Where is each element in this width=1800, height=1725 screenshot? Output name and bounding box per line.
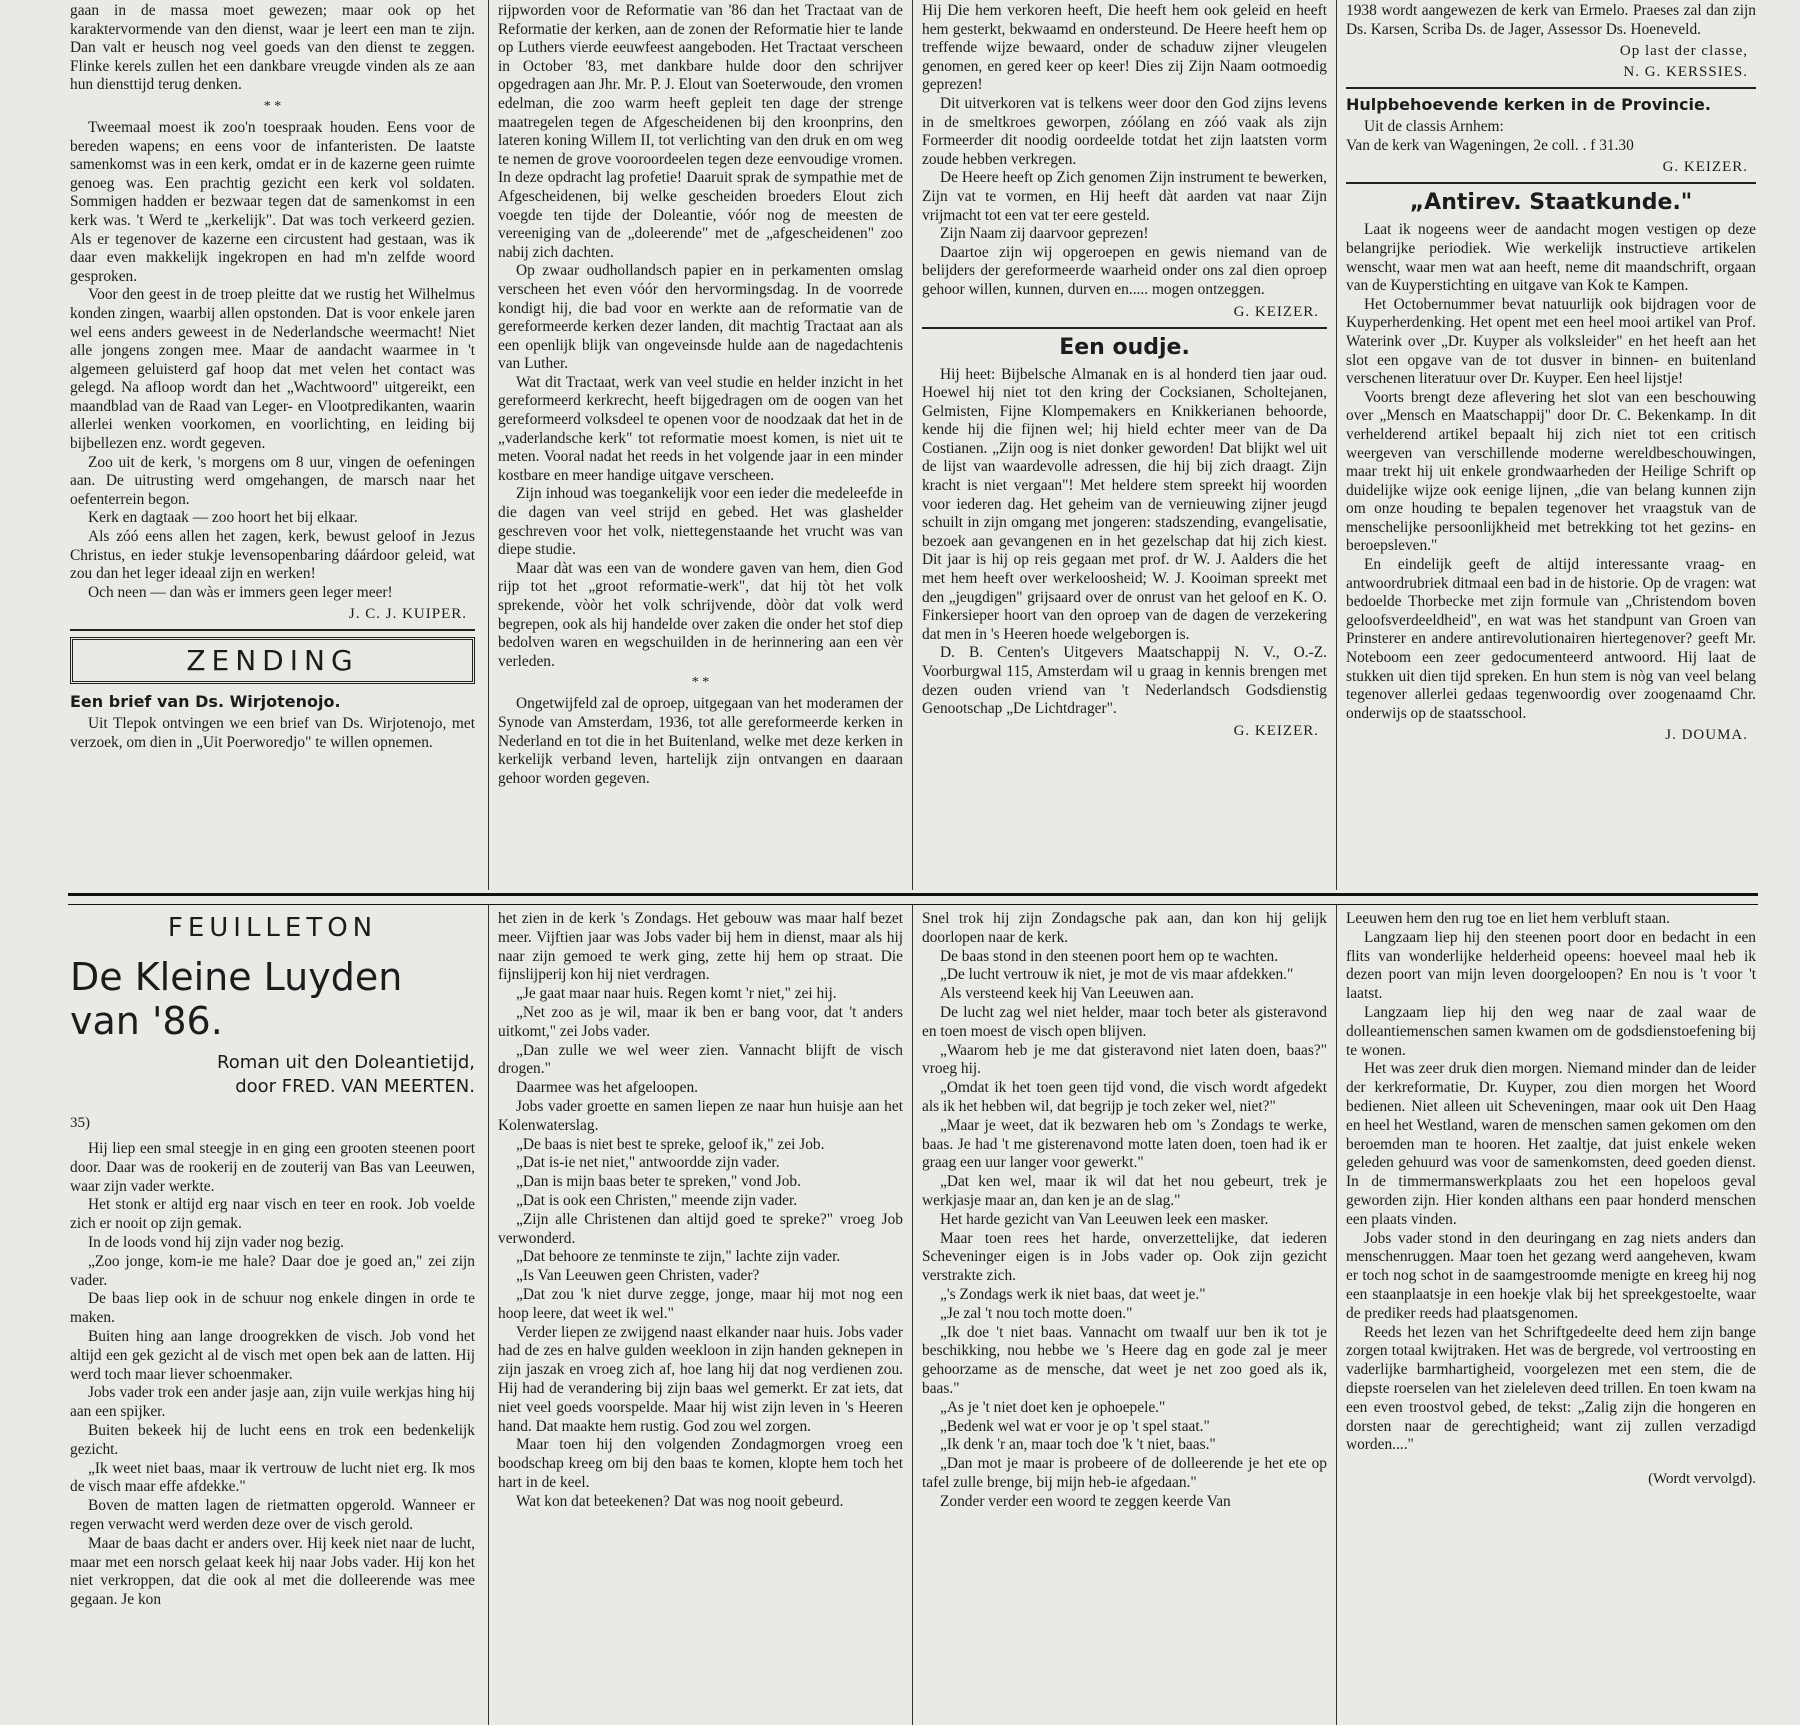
story-paragraph: „Bedenk wel wat er voor je op 't spel staat." xyxy=(940,1417,1210,1435)
story-paragraph: Hij liep een smal steegje in en ging een grooten steenen poort door. Daar was de rookerij en de zouterij van Bas van Leeuwen, waar zijn vader werkte. xyxy=(70,1140,475,1195)
story-paragraph: De baas stond in den steenen poort hem op te wachten. xyxy=(940,947,1279,965)
to-be-continued: (Wordt vervolgd). xyxy=(1648,1471,1756,1488)
story-paragraph: Snel trok hij zijn Zondagsche pak aan, dan kon hij gelijk doorlopen naar de kerk. xyxy=(922,910,1327,946)
story-paragraph: „Dan is mijn baas beter te spreken," vond Job. xyxy=(516,1173,801,1191)
author-signature: J. DOUMA. xyxy=(1665,727,1748,744)
article-paragraph: Dit uitverkoren vat is telkens weer door den God zijns levens in de smeltkroes geworpen, zóólang en zóó vaak als zijn Formeerder dit noodig oordeelde totdat het zijn laatsten vorm zoude hebben verkregen. xyxy=(922,94,1327,168)
story-paragraph: Maar toen rees het harde, onverzettelijke, dat iederen Scheveninger eigen is in Jobs vader op. Ook zijn gezicht verstrakte zich. xyxy=(922,1229,1327,1285)
story-paragraph: „Je gaat maar naar huis. Regen komt 'r niet," zei hij. xyxy=(516,985,837,1003)
story-paragraph: Leeuwen hem den rug toe en liet hem verbluft staan. xyxy=(1346,910,1670,927)
story-paragraph: „Ik weet niet baas, maar ik vertrouw de lucht niet erg. Ik mos de visch maar effe afdekke." xyxy=(70,1459,475,1496)
top-column-2 xyxy=(498,2,903,887)
story-paragraph: „Dat is ook een Christen," meende zijn vader. xyxy=(516,1191,798,1209)
section-divider xyxy=(1346,87,1756,89)
story-paragraph: „Je zal 't nou toch motte doen." xyxy=(940,1304,1133,1322)
article-paragraph: Op zwaar oudhollandsch papier en in perkamenten omslag verscheen het even vóór den hervormingsdag. In de voorrede kondigt hij, die bad voor en werkte aan de reformatie van de gereformeerde kerken dezer landen, dit machtig Tractaat aan als een openlijk blijk van ongeveinsde hulde aan de nagedachtenis van Luther. xyxy=(498,262,903,373)
article-paragraph: Het Octobernummer bevat natuurlijk ook bijdragen voor de Kuyperherdenking. Het opent met een heel mooi artikel van Prof. Waterink over „Dr. Kuyper als volksleider" en het heeft aan het slot een opgave van de tot dusver in binnen- en buitenland verschenen literatuur over Dr. Kuyper. Een heel lijstje! xyxy=(1346,295,1756,388)
section-stars: * * xyxy=(263,98,282,114)
story-paragraph: Jobs vader groette en samen liepen ze naar hun huisje aan het Kolenwaterslag. xyxy=(498,1097,903,1134)
article-paragraph: Zijn inhoud was toegankelijk voor een ieder die medeleefde in die dagen van veel strijd en gebed. Het was glashelder geschreven voor het volk, niettegenstaande het vrucht was van diepe studie. xyxy=(498,485,903,559)
brief-title: Een brief van Ds. Wirjotenojo. xyxy=(70,692,341,712)
author-signature: G. KEIZER. xyxy=(1233,303,1319,320)
story-paragraph: Langzaam liep hij den steenen poort door en bedacht in een flits van wonderlijke helderheid opeens: hoeveel maal heb ik dezen poort van mijn leven doorgeloopen? En nou is 't voor 't laatst. xyxy=(1346,928,1756,1003)
story-paragraph: Buiten hing aan lange droogrekken de visch. Job vond het altijd een gek gezicht al de visch met open bek aan de latten. Hij werd toch maar liever schoenmaker. xyxy=(70,1327,475,1383)
story-paragraph: Buiten bekeek hij de lucht eens en trok een bedenkelijk gezicht. xyxy=(70,1421,475,1458)
story-paragraph: Maar toen hij den volgenden Zondagmorgen vroeg een boodschap kreeg om bij den baas te komen, klopte hem toch het hart in de keel. xyxy=(498,1436,903,1491)
top-column-3 xyxy=(922,2,1327,887)
story-paragraph: „Zijn alle Christenen dan altijd goed te spreke?" vroeg Job verwonderd. xyxy=(498,1210,903,1247)
column-rule xyxy=(912,0,913,890)
article-paragraph: Voor den geest in de troep pleitte dat we rustig het Wilhelmus konden zingen, waarbij allen opstonden. Dat is voor enkele jaren wel eens anders geweest in de Nederlandsche weermacht! Niet alle jongens zongen mee. Maar de aandacht waarmee in 't algemeen geluisterd gaf hoop dat met velen het contact was gelegd. Na afloop wordt dan het „Wachtwoord" uitgereikt, een maandblad van de Raad van Leger- en Vlootpredikanten, waarin allerlei wenken voorkomen, en voorlichting, en leiding bij bijbellezen enz. wordt gegeven. xyxy=(70,286,475,453)
installment-number: 35) xyxy=(70,1115,90,1131)
story-paragraph: „Ik denk 'r an, maar toch doe 'k 't niet, baas." xyxy=(940,1436,1216,1454)
story-paragraph: „As je 't niet doet ken je ophoepele." xyxy=(940,1398,1166,1416)
story-paragraph: Jobs vader trok een ander jasje aan, zijn vuile werkjas hing hij aan een spijker. xyxy=(70,1384,475,1421)
article-paragraph: Hij Die hem verkoren heeft, Die heeft hem ook geleid en heeft hem gesterkt, bekwaamd en ondersteund. De Heere heeft hem op treffende wijze bewaard, onder de schaduw zijner vleugelen genomen, en gered keer op keer! Dies zij Zijn Naam ootmoedig geprezen! xyxy=(922,2,1327,94)
article-paragraph: Laat ik nogeens weer de aandacht mogen vestigen op deze belangrijke periodiek. Wie werkelijk instructieve artikelen wenscht, waar men wat aan heeft, neme dit maandschrift, orgaan van de Kuyperstichting en uitgave van Kok te Kampen. xyxy=(1346,221,1756,295)
story-paragraph: Verder liepen ze zwijgend naast elkander naar huis. Jobs vader had de zes en halve gulden weekloon in zijn handen geknepen in zijn jaszak en vroeg zich af, hoe lang hij dat nog verdienen zou. Hij had de verandering bij zijn baas wel gemerkt. Er zat iets, dat niet veel goeds voorspelde. Maar hij wist zijn leven in 's Heeren hand. Dat maakte hem rustig. God zou wel zorgen. xyxy=(498,1323,903,1435)
article-paragraph: Och neen — dan wàs er immers geen leger meer! xyxy=(88,583,393,601)
story-paragraph: Het stonk er altijd erg naar visch en teer en rook. Job voelde zich er nooit op zijn gemak. xyxy=(70,1196,475,1233)
top-column-1 xyxy=(70,2,475,887)
article-paragraph: 1938 wordt aangewezen de kerk van Ermelo. Praeses zal dan zijn Ds. Karsen, Scriba Ds. de Jager, Assessor Ds. Hoeneveld. xyxy=(1346,2,1756,38)
oudje-heading: Een oudje. xyxy=(1059,334,1190,360)
section-divider xyxy=(70,629,475,631)
feuilleton-column-3 xyxy=(922,910,1327,1723)
column-rule xyxy=(488,905,489,1725)
article-paragraph: Wat dit Tractaat, werk van veel studie en helder inzicht in het gereformeerd kerkrecht, heeft bijgedragen om de oogen van het gereformeerd volksdeel te openen voor de noodzaak dat het in de „vaderlandsche kerk" tot reformatie moest komen, is niet uit te meten. Vooral nadat het reeds in het volgende jaar in een minder kostbare en meer handige uitgave verscheen. xyxy=(498,373,903,484)
author-signature: G. KEIZER. xyxy=(1662,159,1748,176)
story-paragraph: „Dan zulle we wel weer zien. Vannacht blijft de visch drogen." xyxy=(498,1041,903,1078)
column-rule xyxy=(488,0,489,890)
story-paragraph: De lucht zag wel niet helder, maar toch beter als gisteravond en toen moest de visch open blijven. xyxy=(922,1003,1327,1040)
story-paragraph: „Ik doe 't niet baas. Vannacht om twaalf uur ben ik tot je beschikking, nou hebbe we 's Heere dag en gode zal je meer gehoorzame as de mensche, dat weet je net zoo goed als ik, baas." xyxy=(922,1323,1327,1397)
article-paragraph: De Heere heeft op Zich genomen Zijn instrument te bewerken, Zijn vat te vormen, en Hij heeft dàt aarden vat naar Zijn vrijmacht tot een vat ter eere gesteld. xyxy=(922,169,1327,224)
story-paragraph: „Dat is-ie net niet," antwoordde zijn vader. xyxy=(516,1154,780,1172)
article-paragraph: Ongetwijfeld zal de oproep, uitgegaan van het moderamen der Synode van Amsterdam, 1936, tot alle gereformeerde kerken in Nederland en tot die in het Buitenland, welke met deze kerken in kerkelijk verband leven, hartelijk zijn ontvangen en daaraan gehoor worden gegeven. xyxy=(498,695,903,787)
story-paragraph: Reeds het lezen van het Schriftgedeelte deed hem zijn bange zorgen totaal kwijtraken. Het was de bergrede, vol vertroosting en vaderlijke barmhartigheid, voorgelezen met een stem, die de diepste roerselen van het zieleleven deed trillen. En toen kwam na een even troostvol gebed, de tekst: „Zalig zijn die hongeren en dorsten naar de gerechtigheid; want zij zullen verzadigd worden...." xyxy=(1346,1323,1756,1454)
feuilleton-column-4 xyxy=(1346,910,1756,1723)
classe-note: Op last der classe, xyxy=(1619,43,1748,60)
antirev-heading: „Antirev. Staatkunde." xyxy=(1409,190,1693,216)
article-paragraph: rijpworden voor de Reformatie van '86 dan het Tractaat van de Reformatie der kerken, aan de zonen der Reformatie hier te lande op Luthers vierde eeuwfeest aangeboden. Het Tractaat verscheen in October '83, met dankbare hulde door den schrijver opgedragen aan Jhr. Mr. P. J. Elout van Soeterwoude, den vromen edelman, die zoo warm heeft gepleit ten dage der strenge maatregelen tegen de Afgescheidenen bij den kroonprins, den lateren koning Willem II, tot verlichting van den druk en om weg te nemen de grove vooroordeelen tegen deze eenvoudige vromen. In deze opdracht lag profetie! Daaruit sprak de sympathie met de Afgescheidenen, bij welke gescheiden broeders Elout zich voegde ten tijde der Doleantie, vóór nog de meesten de vereeniging van de „doleerende" met de „afgescheidenen" zoo nabij zich dachten. xyxy=(498,2,903,261)
story-paragraph: Het was zeer druk dien morgen. Niemand minder dan de leider der kerkreformatie, Dr. Kuyper, zou dien morgen het Woord bedienen. Niet alleen uit Scheveningen, maar ook uit Den Haag en heel het Westland, waren de menschen samen gekomen om den beroemden man te hooren. Het zaaltje, dat juist enkele weken geleden gehuurd was voor de samenkomsten, deed goeden dienst. In de timmermanswerkplaats zou het een hopeloos geval geworden zijn. Hier konden althans een paar honderd menschen een plaats vinden. xyxy=(1346,1060,1756,1228)
feuilleton-author: door FRED. VAN MEERTEN. xyxy=(235,1076,475,1097)
story-paragraph: Zonder verder een woord te zeggen keerde Van xyxy=(940,1492,1231,1510)
story-paragraph: Het harde gezicht van Van Leeuwen leek een masker. xyxy=(940,1210,1269,1228)
story-paragraph: „'s Zondags werk ik niet baas, dat weet je." xyxy=(940,1285,1206,1303)
story-paragraph: „Dat ken wel, maar ik wil dat het nou gebeurt, trek je werkjasje maar an, dan ken je an de slag." xyxy=(922,1173,1327,1209)
story-paragraph: „Waarom heb je me dat gisteravond niet laten doen, baas?" vroeg hij. xyxy=(922,1041,1327,1078)
story-paragraph: „Dat zou 'k niet durve zegge, jonge, maar hij mot nog een hoop leere, dat weet ik wel." xyxy=(498,1285,903,1322)
article-paragraph: Daartoe zijn wij opgeroepen en gewis niemand van de belijders der gereformeerde waarheid onder ons zal dien oproep gehoor willen, kunnen, durven en..... mogen ontzeggen. xyxy=(922,243,1327,298)
feuilleton-column-1 xyxy=(70,905,475,1723)
article-paragraph: Zijn Naam zij daarvoor geprezen! xyxy=(940,225,1149,243)
feuilleton-subtitle: Roman uit den Doleantietijd, xyxy=(217,1052,475,1073)
section-divider xyxy=(1346,182,1756,184)
article-paragraph: D. B. Centen's Uitgevers Maatschappij N. V., O.-Z. Voorburgwal 115, Amsterdam wil u graag in kennis brengen met dezen ouden vriend van 't Nederlandsch Godsdienstig Genootschap „De Lichtdrager". xyxy=(922,644,1327,718)
story-paragraph: Maar de baas dacht er anders over. Hij keek niet naar de lucht, maar met een norsch gelaat keek hij naar Jobs vader. Hij kon het niet verkroppen, dat die ook al met die dolleerende was mee gegaan. Je kon xyxy=(70,1534,475,1609)
story-paragraph: „Dat behoore ze tenminste te zijn," lachte zijn vader. xyxy=(516,1248,841,1266)
story-paragraph: „Net zoo as je wil, maar ik ben er bang voor, dat 't anders uitkomt," zei Jobs vader. xyxy=(498,1003,903,1040)
feuilleton-title: De Kleine Luyden van '86. xyxy=(70,955,403,1043)
article-paragraph: Hij heet: Bijbelsche Almanak en is al honderd tien jaar oud. Hoewel hij niet tot den kring der Cocksianen, Scholtejanen, Gelmisten, Fijne Klompemakers en Knikkerianen behoorde, kende hij die fijnen wel; hij hield echter meer van de Da Costianen. „Zijn oog is niet donker geworden! Dat blijkt wel uit de lijst van waardevolle adressen, die hij bij zich draagt. Zijn kracht is niet vergaan"! Met heldere stem spreekt hij woorden voor iederen dag. Het geheim van de vernieuwing zijner jeugd schuilt in zijn omgang met jongeren: stadszending, evangelisatie, bezoek aan gevangenen en in het gezelschap dat hij zich kiest. Dit jaar is hij op reis gegaan met prof. dr W. J. Aalders die het met hem heeft over werkeloosheid; W. J. Kooiman spreekt met den „jeugdigen" grijsaard over de onrust van het geloof en K. O. Finkersieper hoort van den oproep van de dagen de verzekering dat men in 's Heeren hoede welgeborgen is. xyxy=(922,365,1327,643)
hulp-heading: Hulpbehoevende kerken in de Provincie. xyxy=(1346,95,1711,115)
story-paragraph: In de loods vond hij zijn vader nog bezig. xyxy=(88,1233,345,1251)
article-paragraph: gaan in de massa moet gewezen; maar ook op het karaktervormende van den dienst, waar je leert een man te zijn. Dan valt er heusch nog veel goeds van den dienst te zeggen. Flinke kerels zullen het een dankbare vreugde vinden als ze aan hun diensttijd terug denken. xyxy=(70,2,475,94)
hulp-line: Uit de classis Arnhem: xyxy=(1364,118,1504,136)
story-paragraph: „Is Van Leeuwen geen Christen, vader? xyxy=(516,1267,760,1285)
column-rule xyxy=(1336,0,1337,890)
story-paragraph: „Omdat ik het toen geen tijd vond, die visch wordt afgedekt als ik het hebben wil, dat begrijp je toch zeker wel, niet?" xyxy=(922,1079,1327,1115)
section-divider xyxy=(922,327,1327,329)
article-paragraph: En eindelijk geeft de altijd interessante vraag- en antwoordrubriek ditmaal een bad in de historie. Op de vragen: wat bedoelde Thorbecke met zijn formule van „Christendom boven geloofsverdeeldheid", en wat was het standpunt van Groen van Prinsterer en andere antirevolutionairen hiertegenover? geeft Mr. Noteboom een zeer gedocumenteerd antwoord. Hij laat de stukken uit dien tijd spreken. En hun stem is nòg van veel belang tegenover allerlei gedaas tegenwoordig over zoogenaamd Chr. onderwijs op de staatsschool. xyxy=(1346,556,1756,722)
story-paragraph: De baas liep ook in de schuur nog enkele dingen in orde te maken. xyxy=(70,1290,475,1327)
story-paragraph: Jobs vader stond in den deuringang en zag niets anders dan menschenruggen. Maar toen het gezang werd aangeheven, kwam er toch nog schot in de saamgestroomde menigte en kreeg hij nog een staanplaatsje in een hoekje vlak bij het spreekgestoelte, waar de prediker reeds had plaatsgenomen. xyxy=(1346,1229,1756,1322)
author-signature: N. G. KERSSIES. xyxy=(1623,64,1748,81)
section-stars: * * xyxy=(691,675,710,691)
story-paragraph: „De lucht vertrouw ik niet, je mot de vis maar afdekken." xyxy=(940,966,1294,984)
feuilleton-divider xyxy=(68,893,1758,905)
zending-heading: ZENDING xyxy=(70,637,475,684)
feuilleton-column-2 xyxy=(498,910,903,1723)
story-paragraph: „De baas is niet best te spreke, geloof ik," zei Job. xyxy=(516,1135,825,1153)
story-paragraph: Wat kon dat beteekenen? Dat was nog nooit gebeurd. xyxy=(516,1492,844,1510)
story-paragraph: Boven de matten lagen de rietmatten opgerold. Wanneer er regen verwacht werd werden deze over de visch gerold. xyxy=(70,1497,475,1533)
column-rule xyxy=(1336,905,1337,1725)
article-paragraph: Zoo uit de kerk, 's morgens om 8 uur, vingen de oefeningen aan. De uitrusting werd omgehangen, de marsch naar het oefenterrein begon. xyxy=(70,453,475,508)
article-paragraph: Maar dàt was een van de wondere gaven van hem, dien God rijp tot het „groot reformatie-werk", dat hij tòt het volk sprekende, vòòr het volk schrijvende, dòòr dat volk werd begrepen, ook als hij handelde over zaken die onder het stof diep bedolven waren en wegschuilden in de herinnering aan een vèr verleden. xyxy=(498,559,903,670)
feuilleton-label: FEUILLETON xyxy=(167,913,378,943)
story-paragraph: Daarmee was het afgeloopen. xyxy=(516,1079,699,1097)
author-signature: G. KEIZER. xyxy=(1233,722,1319,739)
article-paragraph: Kerk en dagtaak — zoo hoort het bij elkaar. xyxy=(88,509,358,527)
story-paragraph: Als versteend keek hij Van Leeuwen aan. xyxy=(940,985,1194,1003)
hulp-line: Van de kerk van Wageningen, 2e coll. . f 31.30 xyxy=(1346,136,1634,154)
author-signature: J. C. J. KUIPER. xyxy=(348,606,467,623)
article-paragraph: Uit Tlepok ontvingen we een brief van Ds. Wirjotenojo, met verzoek, om dien in „Uit Poerworedjo" te willen opnemen. xyxy=(70,715,475,751)
top-column-4 xyxy=(1346,2,1756,887)
story-paragraph: „Maar je weet, dat ik bezwaren heb om 's Zondags te werke, baas. Je had 't me gisterenavond motte laten doen, toen had ik er graag een uur langer voor gewerkt." xyxy=(922,1116,1327,1172)
article-paragraph: Als zóó eens allen het zagen, kerk, bewust geloof in Jezus Christus, en ieder stukje levensopenbaring dáárdoor geleid, wat zou dan het leger ideaal zijn en werken! xyxy=(70,528,475,583)
story-paragraph: „Dan mot je maar is probeere of de dolleerende je het ete op tafel zulle brenge, bij mijn heb-ie afgedaan." xyxy=(922,1455,1327,1491)
column-rule xyxy=(912,905,913,1725)
story-paragraph: „Zoo jonge, kom-ie me hale? Daar doe je goed an," zei zijn vader. xyxy=(70,1252,475,1289)
article-paragraph: Tweemaal moest ik zoo'n toespraak houden. Eens voor de bereden wapens; en eens voor de infanteristen. De laatste samenkomst was in een kerk, omdat er in de kazerne geen ruimte genoeg was. Een prachtig gezicht een kerk vol soldaten. Sommigen hadden er bezwaar tegen dat de samenkomst in een kerk was. 't Werd te „kerkelijk". Dat was toch verkeerd gezien. Als er tegenover de kazerne een circustent had gestaan, was ik daar even makkelijk ingekropen en had m'n zelfde woord gesproken. xyxy=(70,118,475,285)
story-paragraph: het zien in de kerk 's Zondags. Het gebouw was maar half bezet meer. Vijftien jaar was Jobs vader bij hem in dienst, maar als hij naar zijn gemoed te werk ging, zette hij hem op straat. Die fijnslijperij kon hij niet verdragen. xyxy=(498,910,903,984)
article-paragraph: Voorts brengt deze aflevering het slot van een beschouwing over „Mensch en Maatschappij" door Dr. C. Bekenkamp. In dit verhelderend artikel bepaalt hij zich niet tot een critisch weergeven van verschillende moderne wereldbeschouwingen, maar trekt hij uit enkele grondwaarheden der Heilige Schrift op duidelijke wijze ook eenige lijnen, „die van belang kunnen zijn om onze houding te bepalen tegenover het vraagstuk van de menschelijke persoonlijkheid met betrekking tot het gezins- en beroepsleven." xyxy=(1346,388,1756,555)
story-paragraph: Langzaam liep hij den weg naar de zaal waar de dolleantiemenschen samen kwamen om de godsdienstoefening bij te wonen. xyxy=(1346,1003,1756,1059)
